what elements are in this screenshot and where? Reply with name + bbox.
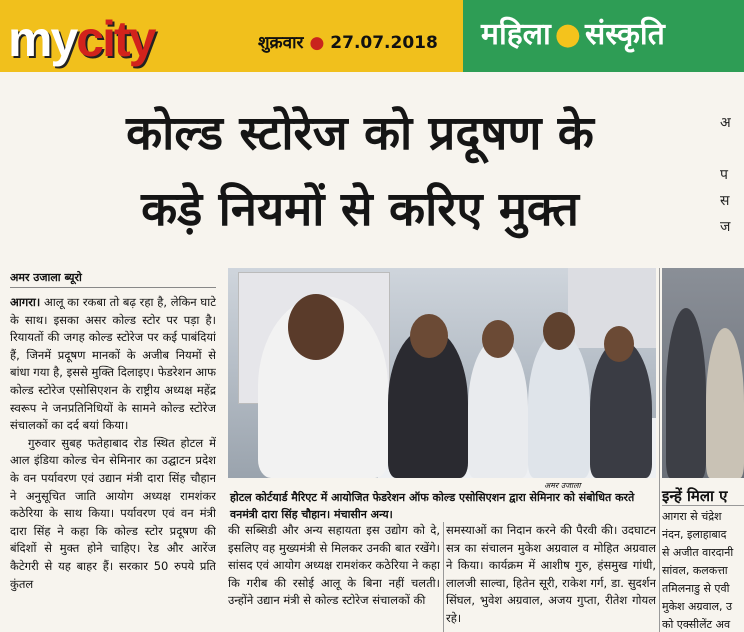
column-divider <box>659 268 660 632</box>
fragment-line: ज <box>720 219 731 235</box>
mycity-logo <box>8 4 155 67</box>
dignitary-figure <box>468 338 528 478</box>
column-divider <box>443 522 444 632</box>
section-right: संस्कृति <box>584 17 665 52</box>
sidebar-line: तमिलनाडु से एवी <box>662 582 730 595</box>
sidebar-line: से अजीत वारदानी <box>662 546 734 559</box>
event-photo <box>228 268 656 478</box>
article-column-3: समस्याओं का निदान करने की पैरवी की। उदघाटन सत्र का संचालन मुकेश अग्रवाल व मोहित अग्रवाल ने किया। कार्यक्रम में आशीष गुरु, हंसमुख गांधी, लालजी साल्वा, हितेन सूरी, राकेश गर्ग, डा. सुदर्शन सिंघल, भुवेश अग्रवाल, अजय गुप्ता, रीतेश गोयल रहे। <box>446 523 656 625</box>
logo-city: city <box>76 11 155 67</box>
paragraph-1-text: आलू का रकबा तो बढ़ रहा है, लेकिन घाटे के साथ। इसका असर कोल्ड स्टोर पर पड़ा है। रियायतों की जगह कोल्ड स्टोरेज पर कई पाबंदियां हैं, जिनमें प्रदूषण मानकों के अजीब नियमों से बांधा गया है, इससे मुक्ति दिलाइए। फेडरेशन आफ कोल्ड स्टोरेज एसोसिएशन के राष्ट्रीय अध्यक्ष महेंद्र स्वरूप ने जनप्रतिनिधियों के सामने कोल्ड स्टोरेज संचालकों का दर्द बयां किया। <box>10 295 216 433</box>
fragment-line: प <box>720 167 728 183</box>
section-banner <box>463 0 744 72</box>
logo-my: my <box>8 11 77 67</box>
attendee-figure <box>706 328 744 478</box>
sidebar-line: आगरा से चंद्रेश <box>662 510 722 523</box>
headline <box>0 96 720 248</box>
section-left: महिला <box>481 17 551 52</box>
dignitary-head <box>482 320 514 358</box>
sidebar-line: नंदन, इलाहाबाद <box>662 528 727 541</box>
issue-day: शुक्रवार <box>258 33 304 53</box>
fragment-line: अ <box>720 115 731 131</box>
attendee-figure <box>666 308 706 478</box>
section-dot-icon: ● <box>554 17 581 52</box>
sidebar-column <box>662 508 744 632</box>
headline-line-1: कोल्ड स्टोरेज को प्रदूषण के <box>126 106 594 161</box>
byline: अमर उजाला ब्यूरो <box>10 271 82 284</box>
article-column-2: की सब्सिडी और अन्य सहायता इस उद्योग को दे, इसलिए वह मुख्यमंत्री से मिलकर उनकी बात रखेंगे। सांसद एवं आयोग अध्यक्ष रामशंकर कठेरिया ने कहा कि गरीब की रसोई आलू के बिना नहीं चलती। उन्होंने उद्यान मंत्री से कोल्ड स्टोरेज संचालकों की <box>228 523 440 608</box>
byline-rule <box>10 287 216 288</box>
section-title <box>481 12 665 53</box>
headline-line-2: कड़े नियमों से करिए मुक्त <box>141 182 579 237</box>
dignitary-figure <box>528 332 590 478</box>
dignitary-head <box>604 326 634 362</box>
sidebar-line: मुकेश अग्रवाल, उ <box>662 600 733 613</box>
sidebar-line: सांवल, कलकत्ता <box>662 564 728 577</box>
photo-caption: होटल कोर्टयार्ड मैरिएट में आयोजित फेडरेशन ऑफ कोल्ड एसोसिएशन द्वारा सेमिनार को संबोधित करते वनमंत्री दारा सिंह चौहान। मंचासीन अन्य। <box>230 491 635 521</box>
article-paragraph-2: गुरुवार सुबह फतेहाबाद रोड स्थित होटल में आल इंडिया कोल्ड चेन सेमिनार का उद्घाटन प्रदेश के वन पर्यावरण एवं उद्यान मंत्री दारा सिंह चौहान ने अनुसूचित जाति आयोग अध्यक्ष रामशंकर कठेरिया के साथ किया। पर्यावरण एवं वन मंत्री दारा सिंह ने कहा कि कोल्ड स्टोर प्रदूषण की बंदिशों से मुक्त होने चाहिए। रेड और आरेंज कैटेगरी से यह बाहर हैं। सरकार 50 रुपये प्रति कुंतल <box>10 435 216 591</box>
issue-date <box>258 30 438 53</box>
sidebar-line: को एक्सीलेंट अव <box>662 618 731 631</box>
dignitary-head <box>410 314 448 358</box>
sidebar-rule <box>662 505 744 506</box>
date-separator-icon: ● <box>309 33 325 53</box>
adjacent-article-fragment <box>720 110 744 240</box>
dateline: आगरा। <box>10 295 41 309</box>
dignitary-head <box>543 312 575 350</box>
fragment-line: स <box>720 193 730 209</box>
photo-credit: अमर उजाला <box>544 481 581 490</box>
issue-date-value: 27.07.2018 <box>330 33 438 53</box>
article-column-1 <box>10 294 216 632</box>
fragment-line <box>720 136 744 162</box>
sidebar-photo <box>662 268 744 478</box>
masthead <box>0 0 744 72</box>
article-paragraph-1 <box>10 294 216 435</box>
sidebar-heading: इन्हें मिला ए <box>662 487 728 505</box>
speaker-head <box>288 294 344 360</box>
